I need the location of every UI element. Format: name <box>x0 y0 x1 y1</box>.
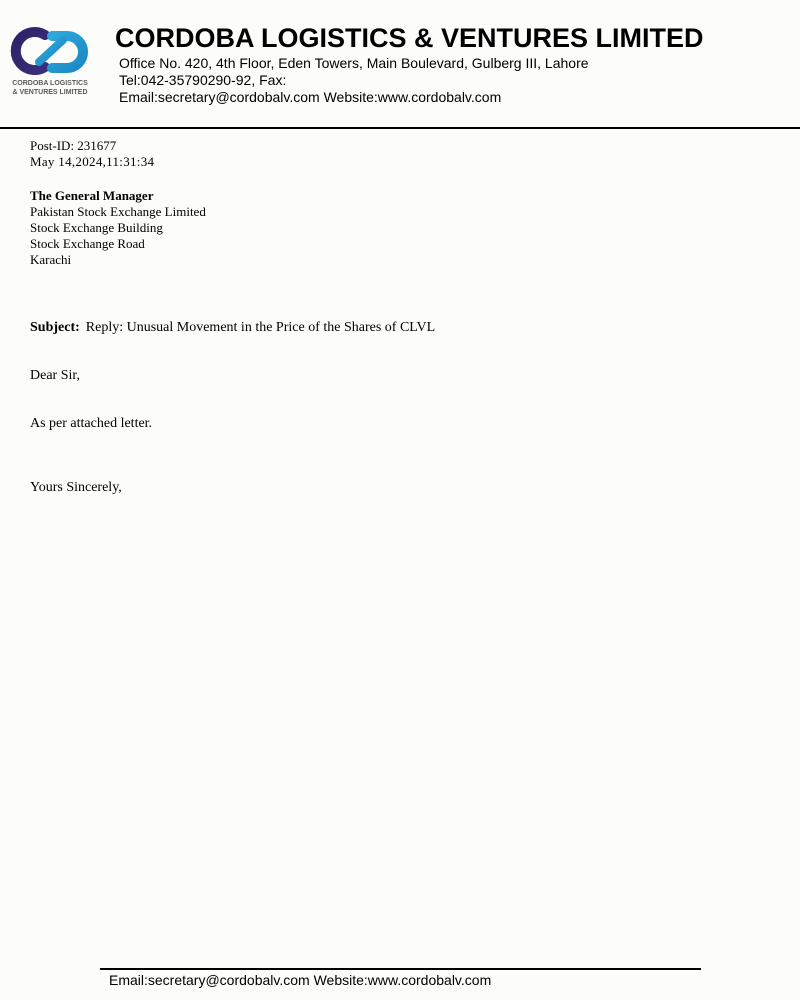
recipient-line: Stock Exchange Building <box>30 220 163 235</box>
subject-text: Reply: Unusual Movement in the Price of the Shares of CLVL <box>85 320 436 335</box>
salutation: Dear Sir, <box>30 368 80 383</box>
company-name: CORDOBA LOGISTICS & VENTURES LIMITED <box>115 23 704 53</box>
logo-line-2: & VENTURES LIMITED <box>12 89 88 96</box>
footer-divider <box>100 968 701 970</box>
subject-line <box>30 319 435 336</box>
company-tel-fax: Tel:042-35790290-92, Fax: <box>119 72 287 88</box>
letter-body: As per attached letter. <box>30 416 153 431</box>
company-address: Office No. 420, 4th Floor, Eden Towers, Main Boulevard, Gulberg III, Lahore <box>119 55 589 71</box>
closing: Yours Sincerely, <box>30 480 122 495</box>
logo-wordmark <box>5 79 95 97</box>
company-email-website: Email:secretary@cordobalv.com Website:www.cordobalv.com <box>119 89 502 105</box>
recipient-line: Pakistan Stock Exchange Limited <box>30 204 206 219</box>
post-id: Post-ID: 231677 <box>30 138 117 153</box>
logo-line-1: CORDOBA LOGISTICS <box>12 80 88 87</box>
header-divider <box>0 127 800 129</box>
recipient-line: Stock Exchange Road <box>30 236 145 251</box>
post-date: May 14,2024,11:31:34 <box>30 154 155 169</box>
cd-logo-mark-icon <box>5 26 95 78</box>
recipient-title: The General Manager <box>30 188 154 203</box>
letterhead <box>0 0 800 128</box>
subject-label: Subject: <box>30 320 80 335</box>
company-logo <box>5 26 95 100</box>
recipient-block <box>30 188 206 268</box>
recipient-line: Karachi <box>30 252 72 267</box>
footer-email-website: Email:secretary@cordobalv.com Website:www.cordobalv.com <box>109 972 492 988</box>
